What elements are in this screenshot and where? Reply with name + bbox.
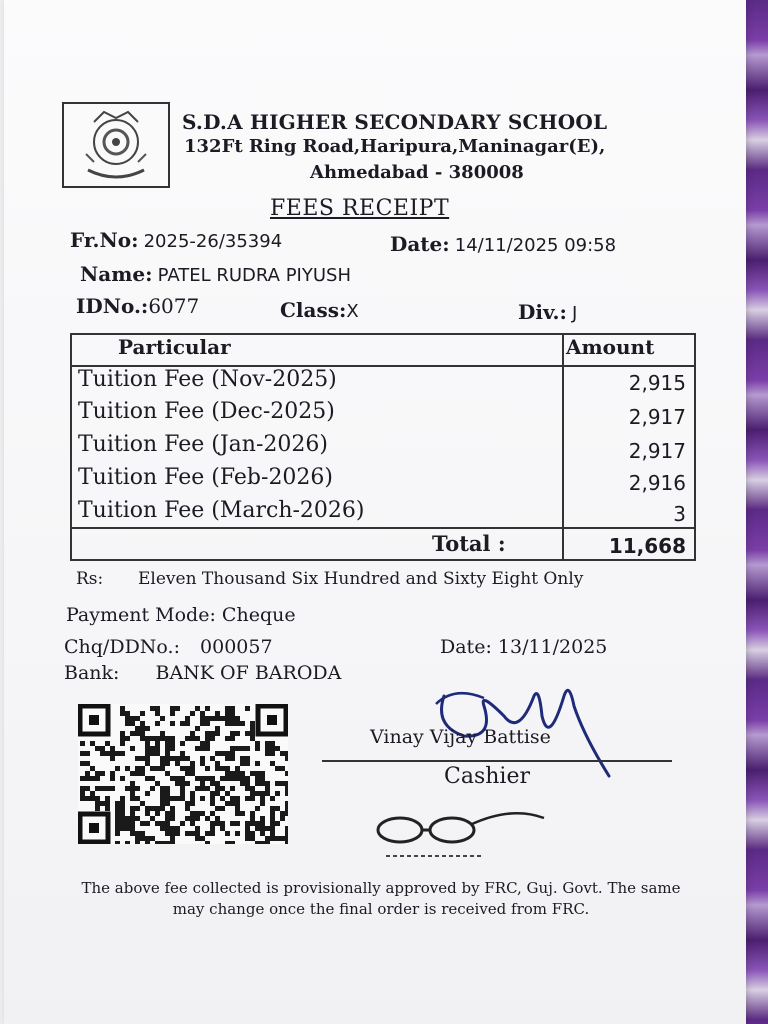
signature-line xyxy=(322,760,672,762)
cashier-label: Cashier xyxy=(444,764,530,789)
school-address-line1: 132Ft Ring Road,Haripura,Maninagar(E), xyxy=(184,136,606,157)
fee-row-amount: 2,915 xyxy=(628,371,686,395)
cheque-number-value: 000057 xyxy=(200,636,273,658)
payment-mode-row xyxy=(66,604,296,626)
student-name-label: Name: xyxy=(80,262,153,286)
payment-mode-value: Cheque xyxy=(221,604,296,626)
fee-row-particular: Tuition Fee (March-2026) xyxy=(78,498,365,523)
swachh-bharat-emblem-icon xyxy=(372,806,552,868)
class-label: Class: xyxy=(280,298,347,322)
receipt-date-row xyxy=(390,232,616,256)
receipt-date-value: 14/11/2025 09:58 xyxy=(454,235,617,256)
frc-footer-note: The above fee collected is provisionally approved by FRC, Guj. Govt. The same may change once the final order is received from FRC. xyxy=(81,879,681,918)
receipt-paper xyxy=(4,0,746,1024)
fee-row-particular: Tuition Fee (Jan-2026) xyxy=(78,432,328,457)
division-row xyxy=(518,300,577,324)
rupees-prefix: Rs: xyxy=(76,569,104,589)
school-name: S.D.A HIGHER SECONDARY SCHOOL xyxy=(182,110,608,134)
class-value: X xyxy=(346,301,359,322)
student-name-value: PATEL RUDRA PIYUSH xyxy=(157,265,351,286)
fee-row-particular: Tuition Fee (Nov-2025) xyxy=(78,367,337,392)
student-id-row xyxy=(76,294,199,318)
header-amount: Amount xyxy=(566,335,655,359)
cheque-date-label: Date: xyxy=(440,636,492,658)
amount-words-text: Eleven Thousand Six Hundred and Sixty Eight Only xyxy=(138,569,584,589)
fee-row-particular: Tuition Fee (Feb-2026) xyxy=(78,465,334,490)
fee-row-amount: 2,917 xyxy=(628,405,686,429)
receipt-title: FEES RECEIPT xyxy=(270,196,450,221)
total-amount: 11,668 xyxy=(608,534,686,558)
bank-label: Bank: xyxy=(64,662,120,684)
cheque-date-value: 13/11/2025 xyxy=(497,636,608,658)
bank-value: BANK OF BARODA xyxy=(155,662,342,684)
bank-row xyxy=(64,662,341,684)
cheque-number-row xyxy=(64,636,273,658)
class-row xyxy=(280,298,359,322)
receipt-date-label: Date: xyxy=(390,232,450,256)
background-fabric xyxy=(746,0,768,1024)
division-value: J xyxy=(572,303,578,324)
school-logo-icon xyxy=(62,102,170,188)
fee-row-particular: Tuition Fee (Dec-2025) xyxy=(78,399,335,424)
fee-row-amount: 3 xyxy=(673,502,686,526)
table-column-divider xyxy=(562,335,564,559)
school-address-line2: Ahmedabad - 380008 xyxy=(310,162,524,183)
fr-number-label: Fr.No: xyxy=(70,228,139,252)
fee-row-amount: 2,916 xyxy=(628,471,686,495)
cashier-name: Vinay Vijay Battise xyxy=(370,726,551,748)
student-id-value: 6077 xyxy=(148,294,200,318)
fr-number-row xyxy=(70,228,282,252)
division-label: Div.: xyxy=(518,300,567,324)
cheque-number-label: Chq/DDNo.: xyxy=(64,636,180,658)
amount-in-words xyxy=(76,570,696,588)
total-label: Total : xyxy=(432,531,506,556)
student-id-label: IDNo.: xyxy=(76,294,149,318)
fr-number-value: 2025-26/35394 xyxy=(143,231,283,252)
fee-row-amount: 2,917 xyxy=(628,439,686,463)
fee-table xyxy=(70,333,696,561)
student-name-row xyxy=(80,262,351,286)
table-total-divider xyxy=(72,527,694,529)
cheque-date-row xyxy=(440,636,607,658)
header-particular: Particular xyxy=(118,335,231,359)
payment-mode-label: Payment Mode: xyxy=(66,604,216,626)
qr-code-icon xyxy=(78,704,288,844)
